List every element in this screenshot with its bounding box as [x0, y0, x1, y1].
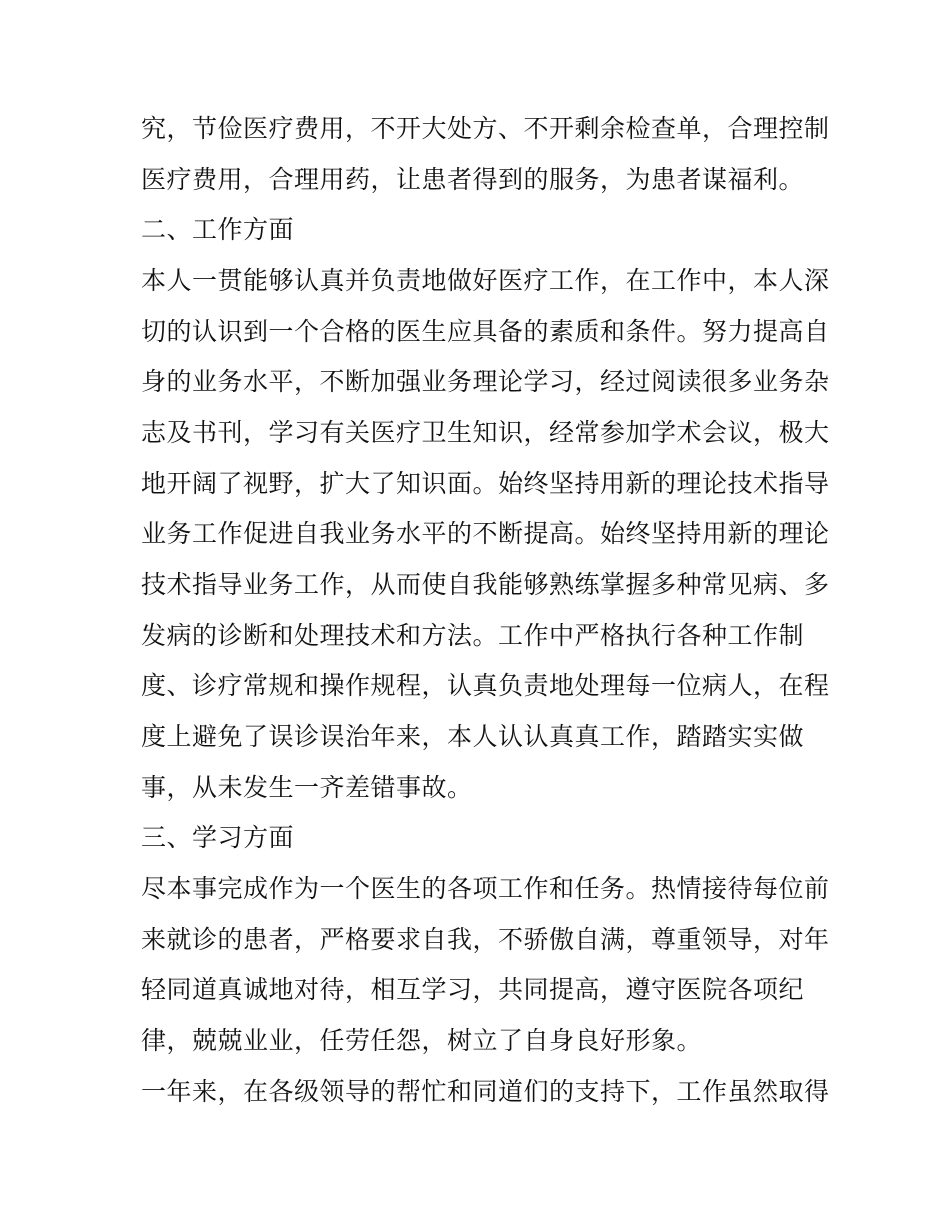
text-line: 来就诊的患者，严格要求自我，不骄傲自满，尊重领导，对年: [141, 925, 830, 954]
text-line: 律，兢兢业业，任劳任怨，树立了自身良好形象。: [141, 1026, 703, 1055]
text-line: 志及书刊，学习有关医疗卫生知识，经常参加学术会议，极大: [141, 418, 830, 447]
text-line: 尽本事完成作为一个医生的各项工作和任务。热情接待每位前: [141, 874, 830, 903]
text-line: 究，节俭医疗费用，不开大处方、不开剩余检查单，合理控制: [141, 114, 830, 143]
text-line: 身的业务水平，不断加强业务理论学习，经过阅读很多业务杂: [141, 367, 830, 396]
text-line: 度、诊疗常规和操作规程，认真负责地处理每一位病人，在程: [141, 671, 830, 700]
text-line: 本人一贯能够认真并负责地做好医疗工作，在工作中，本人深: [141, 266, 830, 295]
text-line: 医疗费用，合理用药，让患者得到的服务，为患者谋福利。: [141, 165, 805, 194]
text-line: 技术指导业务工作，从而使自我能够熟练掌握多种常见病、多: [141, 570, 830, 599]
text-line: 切的认识到一个合格的医生应具备的素质和条件。努力提高自: [141, 317, 830, 346]
text-line: 度上避免了误诊误治年来，本人认认真真工作，踏踏实实做: [141, 722, 805, 751]
section-heading: 三、学习方面: [141, 823, 295, 852]
text-line: 一年来，在各级领导的帮忙和同道们的支持下，工作虽然取得: [141, 1077, 830, 1106]
text-line: 地开阔了视野，扩大了知识面。始终坚持用新的理论技术指导: [141, 469, 830, 498]
text-line: 发病的诊断和处理技术和方法。工作中严格执行各种工作制: [141, 621, 805, 650]
text-line: 业务工作促进自我业务水平的不断提高。始终坚持用新的理论: [141, 519, 830, 548]
section-heading: 二、工作方面: [141, 215, 295, 244]
text-line: 轻同道真诚地对待，相互学习，共同提高，遵守医院各项纪: [141, 975, 805, 1004]
text-line: 事，从未发生一齐差错事故。: [141, 773, 473, 802]
